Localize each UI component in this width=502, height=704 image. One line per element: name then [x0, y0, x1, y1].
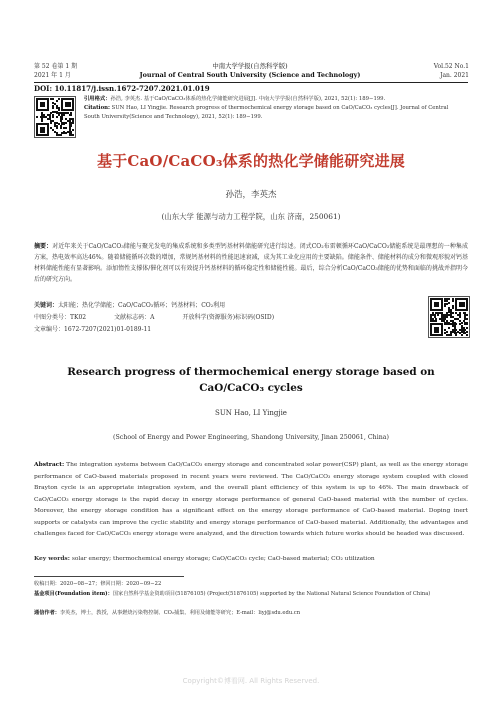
- qr-module: [466, 323, 468, 325]
- journal-name-en: Journal of Central South University (Science and Technology): [139, 71, 361, 79]
- volume-zh: 第 52 卷第 1 期: [34, 63, 78, 70]
- citation-block: [34, 95, 468, 135]
- fund-label: 基金项目(Foundation item)：: [34, 591, 113, 597]
- qr-module: [43, 131, 45, 133]
- header-volume-zh: [34, 62, 77, 80]
- qr-module: [61, 118, 63, 120]
- qr-module: [56, 100, 58, 102]
- citation-qr-code: [34, 96, 76, 138]
- fund-text: 国家自然科学基金资助项目(51876105) (Project(51876105) supported by the National Natural Science Foundation of China): [112, 591, 431, 597]
- footnote-fund: [34, 590, 468, 600]
- qr-module: [446, 316, 448, 318]
- affiliation-zh: (山东大学 能源与动力工程学院，山东 济南，250061): [161, 212, 341, 221]
- qr-module: [448, 298, 450, 300]
- qr-module: [450, 334, 452, 336]
- affiliation-en: (School of Energy and Power Engineering, Shandong University, Jinan 250061, China): [113, 434, 389, 441]
- abstract-zh-text: 对近年来关于CaO/CaCO₃储能与聚光发电的集成系统和多类型钙基材料储能研究进行综述。闭式CO₂布雷顿循环CaO/CaCO₃储能系统是最理想的一种集成方案，热电效率高达46%。随着储能循环次数的增加，常规钙基材料的性能迅速衰减，成为其工业化应用的主要缺陷。储能条件、储能材料的成分和微观形貌对钙基材料储能性能有显著影响。添加惰性支撑体/催化剂可以有效提升钙基材料的循环稳定性和储能性能。最后，综合分析CaO/CaCO₃储能的优势和面临的挑战并指明今后的研究方向。: [34, 243, 468, 283]
- qr-module: [461, 322, 463, 324]
- qr-module: [41, 120, 43, 122]
- qr-module: [65, 127, 67, 129]
- qr-module: [466, 309, 468, 311]
- contact-text: 李英杰，博士，教授，从事燃烧污染物控制、CO₂捕集、利用及储能等研究；E-mail：liyj@sdu.edu.cn: [59, 610, 301, 616]
- qr-module: [446, 303, 448, 305]
- qr-module: [466, 331, 468, 333]
- qr-module: [461, 334, 463, 336]
- qr-module: [69, 105, 71, 107]
- keywords-en-label: Key words:: [34, 555, 70, 562]
- authors-zh: 孙浩，李英杰: [225, 190, 277, 200]
- osid-qr-code[interactable]: [428, 296, 470, 338]
- header-journal: [130, 62, 370, 80]
- keywords-zh-text: 太阳能；热化学储能；CaO/CaCO₃循环；钙基材料；CO₂利用: [58, 302, 226, 309]
- footnote-divider: [34, 576, 184, 577]
- qr-module: [437, 331, 439, 333]
- qr-module: [65, 122, 67, 124]
- qr-module: [463, 305, 465, 307]
- qr-module: [52, 116, 54, 118]
- abstract-zh: [34, 241, 468, 285]
- footnote-contact: [34, 609, 468, 619]
- keywords-zh-label: 关键词：: [34, 302, 59, 309]
- qr-module: [63, 123, 65, 125]
- clc-number: 中图分类号：TK02: [34, 314, 87, 321]
- abstract-en-label: Abstract:: [34, 461, 65, 468]
- qr-module: [47, 134, 49, 136]
- qr-module: [47, 109, 49, 111]
- qr-module: [459, 316, 461, 318]
- keywords-zh: [34, 301, 414, 311]
- article-number: 文章编号：1672-7207(2021)01-0189-11: [34, 326, 152, 333]
- keywords-en-text: solar energy; thermochemical energy storage; CaO/CaCO₃ cycle; CaO-based material; CO₂ utilization: [71, 556, 375, 562]
- classification-row: [34, 313, 414, 323]
- qr-module: [56, 116, 58, 118]
- qr-module: [72, 122, 74, 124]
- qr-module: [65, 132, 67, 134]
- qr-module: [452, 307, 454, 309]
- qr-module: [455, 334, 457, 336]
- qr-module: [437, 314, 439, 316]
- doi-link[interactable]: DOI: 10.11817/j.issn.1672-7207.2021.01.019: [34, 84, 210, 93]
- qr-module: [50, 122, 52, 124]
- qr-module: [72, 129, 74, 131]
- abstract-en: [34, 459, 468, 541]
- qr-module: [437, 305, 439, 307]
- qr-module: [72, 134, 74, 136]
- qr-module: [466, 327, 468, 329]
- qr-module: [43, 105, 45, 107]
- contact-label: 通信作者：: [34, 610, 60, 616]
- abstract-en-text: The integration systems between CaO/CaCO₃ energy storage and concentrated solar power(CSP) plant, as well as the energy storage performance of CaO-based materials proposed in recent years were reviewed. The CaO/CaCO₃ energy storage system coupled with closed Brayton cycle is an appropriate integration system, and the overall plant efficiency of this system is up to 46%. The main drawback of CaO/CaCO₃ energy storage is the rapid decay in energy storage performance of general CaO-based material with the number of cycles. Moreover, the energy storage condition has a significant effect on the energy storage performance of CaO-based material. Doping inert supports or catalysts can improve the cyclic stability and energy storage performance of CaO-based material. Additionally, the advantages and challenges faced for CaO/CaCO₃ energy storage were analyzed, and the direction towards which future works should be headed was discussed.: [34, 462, 469, 537]
- title-zh: 基于CaO/CaCO₃体系的热化学储能研究进展: [96, 152, 406, 170]
- citation-en-label: Citation:: [84, 105, 110, 111]
- qr-module: [70, 114, 72, 116]
- citation-en: SUN Hao, LI Yingjie. Research progress of thermochemical energy storage based on CaO/CaCO₃ cycles[J]. Journal of Central South University(Science and Technology), 2021, 52(1): 189−199.: [84, 105, 449, 120]
- qr-module: [452, 300, 454, 302]
- qr-module: [441, 309, 443, 311]
- qr-module: [455, 323, 457, 325]
- qr-module: [36, 116, 38, 118]
- qr-module: [466, 314, 468, 316]
- qr-module: [444, 305, 446, 307]
- qr-module: [452, 312, 454, 314]
- authors-en: SUN Hao, LI Yingjie: [215, 409, 287, 417]
- citation-zh-label: 引用格式：: [84, 96, 111, 102]
- volume-en: Vol.52 No.1: [433, 63, 469, 70]
- citation-zh: 孙浩, 李英杰. 基于CaO/CaCO₃体系的热化学储能研究进展[J]. 中南大学学报(自然科学版), 2021, 52(1): 189−199.: [110, 96, 386, 102]
- footnote-received: 收稿日期：2020−08−27；修回日期：2020−09−22: [34, 581, 162, 587]
- qr-module: [58, 98, 60, 100]
- header-divider: [34, 82, 468, 83]
- qr-module: [52, 98, 54, 100]
- qr-module: [72, 109, 74, 111]
- qr-module: [446, 331, 448, 333]
- document-code: 文献标志码：A: [114, 314, 155, 321]
- qr-module: [466, 334, 468, 336]
- title-en: Research progress of thermochemical energy storage based on CaO/CaCO₃ cycles: [67, 366, 435, 394]
- qr-module: [52, 107, 54, 109]
- qr-module: [441, 334, 443, 336]
- qr-module: [63, 114, 65, 116]
- qr-module: [58, 109, 60, 111]
- date-en: Jan. 2021: [440, 72, 469, 79]
- qr-module: [60, 127, 62, 129]
- header-volume-en: [434, 62, 469, 80]
- osid-label: 开放科学(资源服务)标识码(OSID): [182, 314, 275, 321]
- date-zh: 2021 年 1 月: [34, 72, 71, 79]
- keywords-en: [34, 554, 468, 564]
- qr-module: [448, 302, 450, 304]
- copyright-watermark: Copyright©博看网. All Rights Reserved.: [182, 677, 320, 685]
- qr-module: [448, 327, 450, 329]
- qr-module: [56, 127, 58, 129]
- qr-module: [435, 320, 437, 322]
- journal-name-zh: 中南大学学报(自然科学版): [212, 62, 288, 70]
- abstract-zh-label: 摘要：: [34, 243, 53, 250]
- qr-module: [70, 125, 72, 127]
- qr-module: [60, 134, 62, 136]
- citation-text: [84, 95, 464, 122]
- qr-module: [466, 318, 468, 320]
